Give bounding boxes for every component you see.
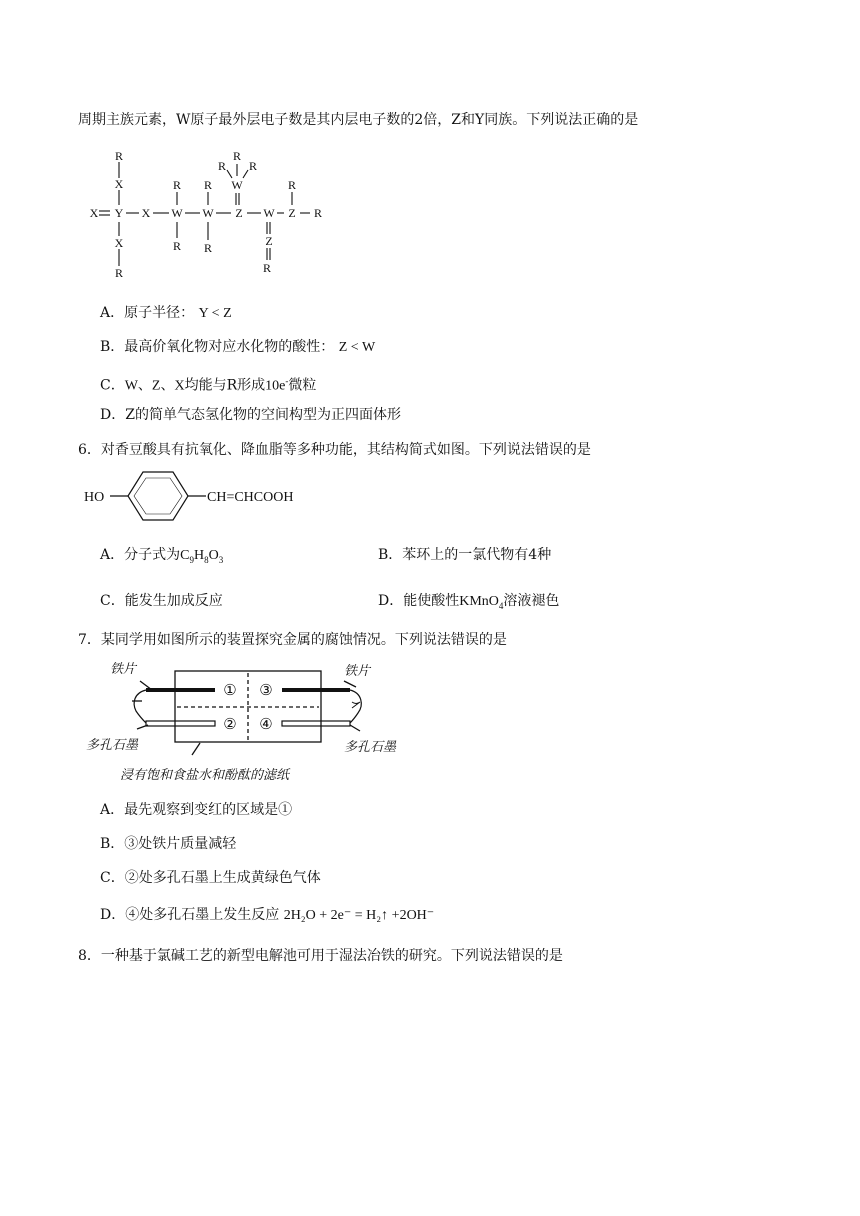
iron-left-label: 铁片 [110, 661, 137, 676]
q5-option-b[interactable] [100, 337, 375, 358]
atom-x: X [141, 206, 151, 220]
atom-x: X [89, 206, 99, 220]
subscript: 3 [218, 554, 224, 565]
structure-ho-label: HO [84, 490, 105, 505]
q6-stem: 6．对香豆酸具有抗氧化、降血脂等多种功能，其结构简式如图。下列说法错误的是 [78, 442, 591, 458]
q5-option-d[interactable]: D．Z的简单气态氢化物的空间构型为正四面体形 [100, 407, 401, 423]
q5-stem: 周期主族元素，W原子最外层电子数是其内层电子数的2倍，Z和Y同族。下列说法正确的是 [78, 112, 639, 128]
atom-r: R [217, 159, 227, 173]
region-1-label: ① [223, 683, 237, 699]
atom-y: Y [114, 206, 124, 220]
q6-option-b[interactable]: B．苯环上的一氯代物有4种 [378, 547, 552, 563]
atom-w: W [263, 206, 275, 220]
q7-option-d[interactable] [100, 905, 434, 926]
formula-element: C [180, 548, 190, 563]
atom-z: Z [265, 234, 273, 248]
subscript: 8 [204, 554, 209, 565]
option-text: 均能与R形成 [184, 377, 266, 394]
region-2-label: ② [223, 717, 237, 733]
q7-corrosion-apparatus-diagram [82, 657, 422, 789]
iron-right-label: 铁片 [344, 663, 371, 678]
q7-option-c[interactable]: C．②处多孔石墨上生成黄绿色气体 [100, 870, 321, 886]
option-label: B．最高价氧化物对应水化物的酸性： [100, 339, 335, 355]
subscript: 4 [498, 600, 504, 611]
option-expression: Y < Z [198, 306, 232, 321]
atom-r: R [248, 159, 258, 173]
q6-option-a[interactable] [100, 545, 223, 570]
atom-z: Z [288, 206, 296, 220]
option-equation: 2H₂O + 2e⁻ = H₂↑ +2OH⁻ [283, 908, 435, 923]
option-expression: 10e [265, 378, 286, 394]
atom-r: R [172, 239, 182, 253]
atom-r: R [203, 241, 213, 255]
q6-structure-diagram [82, 468, 322, 528]
option-label: C． [100, 377, 125, 394]
atom-r: R [313, 206, 323, 220]
formula-element: H [193, 548, 205, 563]
graphite-right-label: 多孔石墨 [344, 739, 397, 754]
q5-option-a[interactable] [100, 303, 232, 324]
option-text: 微粒 [288, 377, 317, 394]
q6-option-c[interactable]: C．能发生加成反应 [100, 593, 223, 609]
formula: KMnO [459, 594, 499, 609]
graphite-left-label: 多孔石墨 [86, 737, 139, 752]
superscript: - [285, 376, 289, 386]
atom-x: X [114, 177, 124, 191]
region-3-label: ③ [259, 683, 273, 699]
atom-r: R [114, 266, 124, 280]
atom-r: R [287, 178, 297, 192]
option-expression: Z < W [338, 340, 376, 355]
option-label: D．④处多孔石墨上发生反应 [100, 907, 280, 923]
subscript: 9 [189, 554, 194, 565]
q8-stem: 8．一种基于氯碱工艺的新型电解池可用于湿法冶铁的研究。下列说法错误的是 [78, 948, 563, 964]
atom-w: W [231, 178, 243, 192]
region-4-label: ④ [259, 717, 273, 733]
atom-x: X [114, 236, 124, 250]
atom-z: Z [235, 206, 243, 220]
option-label: A．原子半径： [100, 305, 195, 321]
atom-r: R [203, 178, 213, 192]
atom-r: R [114, 149, 124, 163]
filter-paper-caption: 浸有饱和食盐水和酚酞的滤纸 [120, 767, 290, 782]
structure-side-chain-label: CH=CHCOOH [207, 490, 294, 505]
option-expression: W、Z、X [124, 378, 185, 394]
option-label: A．分子式为 [100, 547, 181, 563]
q7-option-b[interactable]: B．③处铁片质量减轻 [100, 836, 237, 852]
atom-r: R [232, 149, 242, 163]
atom-w: W [202, 206, 214, 220]
option-label: D．能使酸性 [378, 593, 460, 609]
q5-structure-diagram [82, 148, 342, 280]
q7-stem: 7．某同学用如图所示的装置探究金属的腐蚀情况。下列说法错误的是 [78, 632, 507, 648]
q6-option-d[interactable] [378, 591, 559, 616]
option-text: 溶液褪色 [503, 593, 560, 609]
atom-r: R [262, 261, 272, 275]
atom-w: W [171, 206, 183, 220]
atom-r: R [172, 178, 182, 192]
q5-option-c[interactable] [100, 371, 316, 397]
formula-element: O [208, 548, 219, 563]
q7-option-a[interactable]: A．最先观察到变红的区域是① [100, 802, 293, 818]
